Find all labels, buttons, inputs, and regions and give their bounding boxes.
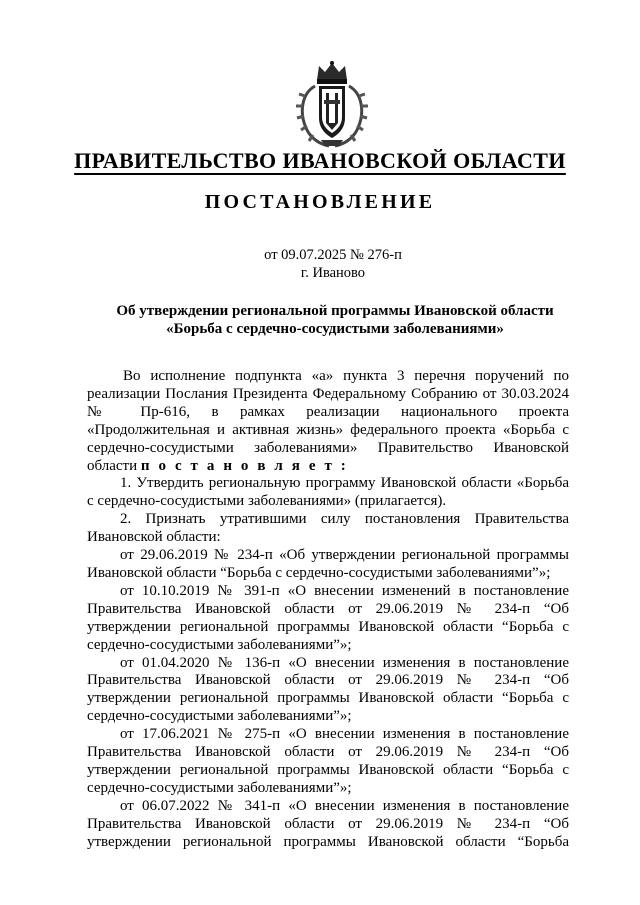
subject-line-1: Об утверждении региональной программы Ивановской области: [116, 303, 554, 319]
city: г. Иваново: [300, 265, 366, 281]
preamble-text: Во исполнение подпункта «а» пункта 3 перечня поручений по реализации Послания Президента Федеральному Собранию от 30.03.2024 № Пр-616, в рамках реализации национального проекта «Продолжительная и активная жизнь» федерального проекта «Борьба с сердечно-сосудистыми заболеваниями» Правительство Ивановской области: [87, 368, 569, 474]
preamble-paragraph: [87, 368, 569, 475]
repealed-act: от 17.06.2021 № 275-п «О внесении изменения в постановление Правительства Ивановской области от 29.06.2019 № 234-п “Об утверждении региональной программы Ивановской области “Борьба с сердечно-сосудистыми заболеваниями”»;: [87, 726, 569, 796]
coat-of-arms-icon: [293, 60, 371, 148]
subject-line-2: «Борьба с сердечно-сосудистыми заболеваниями»: [166, 321, 504, 337]
repealed-act: от 10.10.2019 № 391-п «О внесении изменений в постановление Правительства Ивановской области от 29.06.2019 № 234-п “Об утверждении региональной программы Ивановской области “Борьба с сердечно-сосудистыми заболеваниями”»;: [87, 582, 569, 653]
repealed-act: от 01.04.2020 № 136-п «О внесении изменения в постановление Правительства Ивановской области от 29.06.2019 № 234-п “Об утверждении региональной программы Ивановской области “Борьба с сердечно-сосудистыми заболеваниями”»;: [87, 654, 569, 725]
decree-word: п о с т а н о в л я е т :: [140, 457, 349, 474]
item-1: 1. Утвердить региональную программу Ивановской области «Борьба с сердечно-сосудистыми заболеваниями» (прилагается).: [87, 475, 569, 510]
document-type: ПОСТАНОВЛЕНИЕ: [204, 191, 436, 213]
repealed-act: от 06.07.2022 № 341-п «О внесении изменения в постановление Правительства Ивановской области от 29.06.2019 № 234-п “Об утверждении региональной программы Ивановской области “Борьба: [87, 797, 569, 850]
repealed-act: от 29.06.2019 № 234-п «Об утверждении региональной программы Ивановской области “Борьба с сердечно-сосудистыми заболеваниями”»;: [87, 547, 569, 581]
organization-title: ПРАВИТЕЛЬСТВО ИВАНОВСКОЙ ОБЛАСТИ: [74, 148, 566, 173]
document-body: [87, 368, 569, 851]
date-number: от 09.07.2025 № 276-п: [264, 247, 402, 263]
item-2: 2. Признать утратившими силу постановления Правительства Ивановской области:: [87, 511, 569, 546]
document-subject: [70, 302, 600, 338]
